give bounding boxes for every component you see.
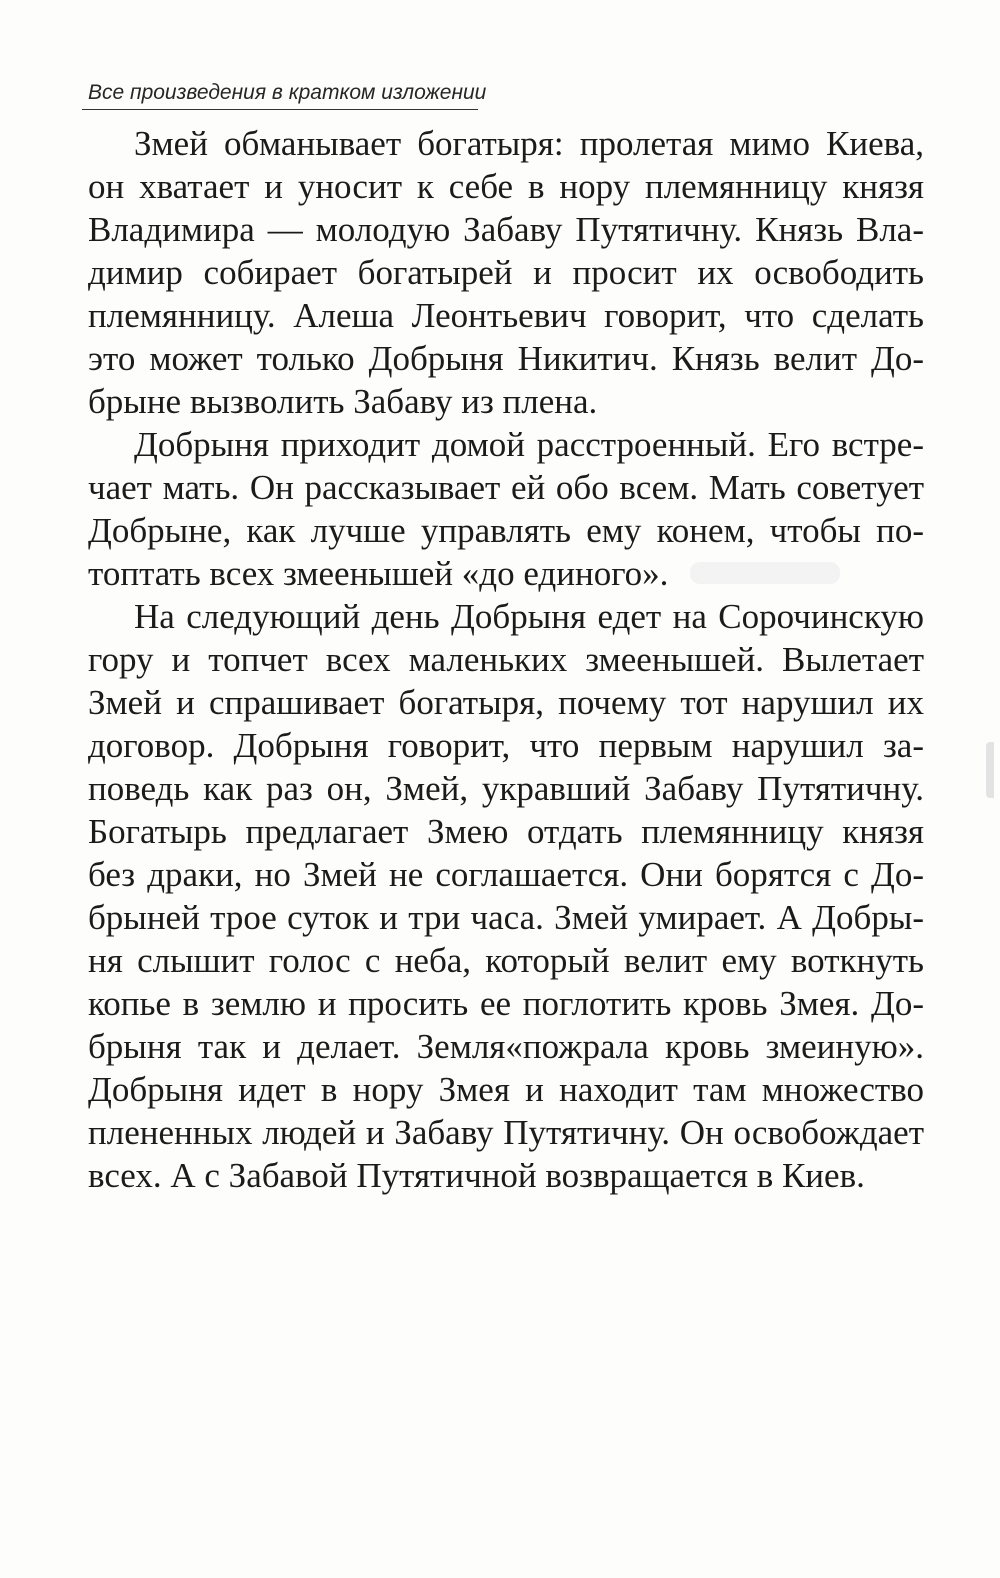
text-line: брыне вызволить Забаву из плена. [88,382,598,421]
text-line: ня слышит голос с неба, который велит ему воткнуть [88,941,924,980]
text-line: Богатырь предлагает Змею отдать племянницу князя [88,812,924,851]
text-line: димир собирает богатырей и просит их освободить [88,253,924,292]
text-line: Змей обманывает богатыря: пролетая мимо Киева, [134,124,924,163]
text-line: это может только Добрыня Никитич. Князь велит До- [88,339,924,378]
text-line: Владимира — молодую Забаву Путятичну. Князь Вла- [88,210,924,249]
text-line: Добрыне, как лучше управлять ему конем, чтобы по- [88,511,924,550]
text-line: племянницу. Алеша Леонтьевич говорит, что сделать [88,296,924,335]
text-line: без драки, но Змей не соглашается. Они борятся с До- [88,855,924,894]
header-rule [82,109,478,110]
text-line: он хватает и уносит к себе в нору племянницу князя [88,167,924,206]
margin-mark [986,742,994,798]
text-line: Змей и спрашивает богатыря, почему тот нарушил их [88,683,924,722]
text-line: брыней трое суток и три часа. Змей умирает. А Добры- [88,898,924,937]
text-line: топтать всех змеенышей «до единого». [88,554,669,593]
text-line: Добрыня идет в нору Змея и находит там множество [88,1070,924,1109]
text-line: гору и топчет всех маленьких змеенышей. Вылетает [88,640,924,679]
text-line: плененных людей и Забаву Путятичну. Он освобождает [88,1113,924,1152]
text-line: брыня так и делает. Земля«пожрала кровь змеиную». [88,1027,924,1066]
text-line: Добрыня приходит домой расстроенный. Его встре- [134,425,924,464]
text-line: копье в землю и просить ее поглотить кровь Змея. До- [88,984,924,1023]
text-line: всех. А с Забавой Путятичной возвращается в Киев. [88,1156,865,1195]
text-line: чает мать. Он рассказывает ей обо всем. Мать советует [88,468,924,507]
running-header: Все произведения в кратком изложении [88,81,487,104]
text-line: договор. Добрыня говорит, что первым нарушил за- [88,726,924,765]
text-line: поведь как раз он, Змей, укравший Забаву Путятичну. [88,769,924,808]
text-line: На следующий день Добрыня едет на Сорочинскую [134,597,924,636]
